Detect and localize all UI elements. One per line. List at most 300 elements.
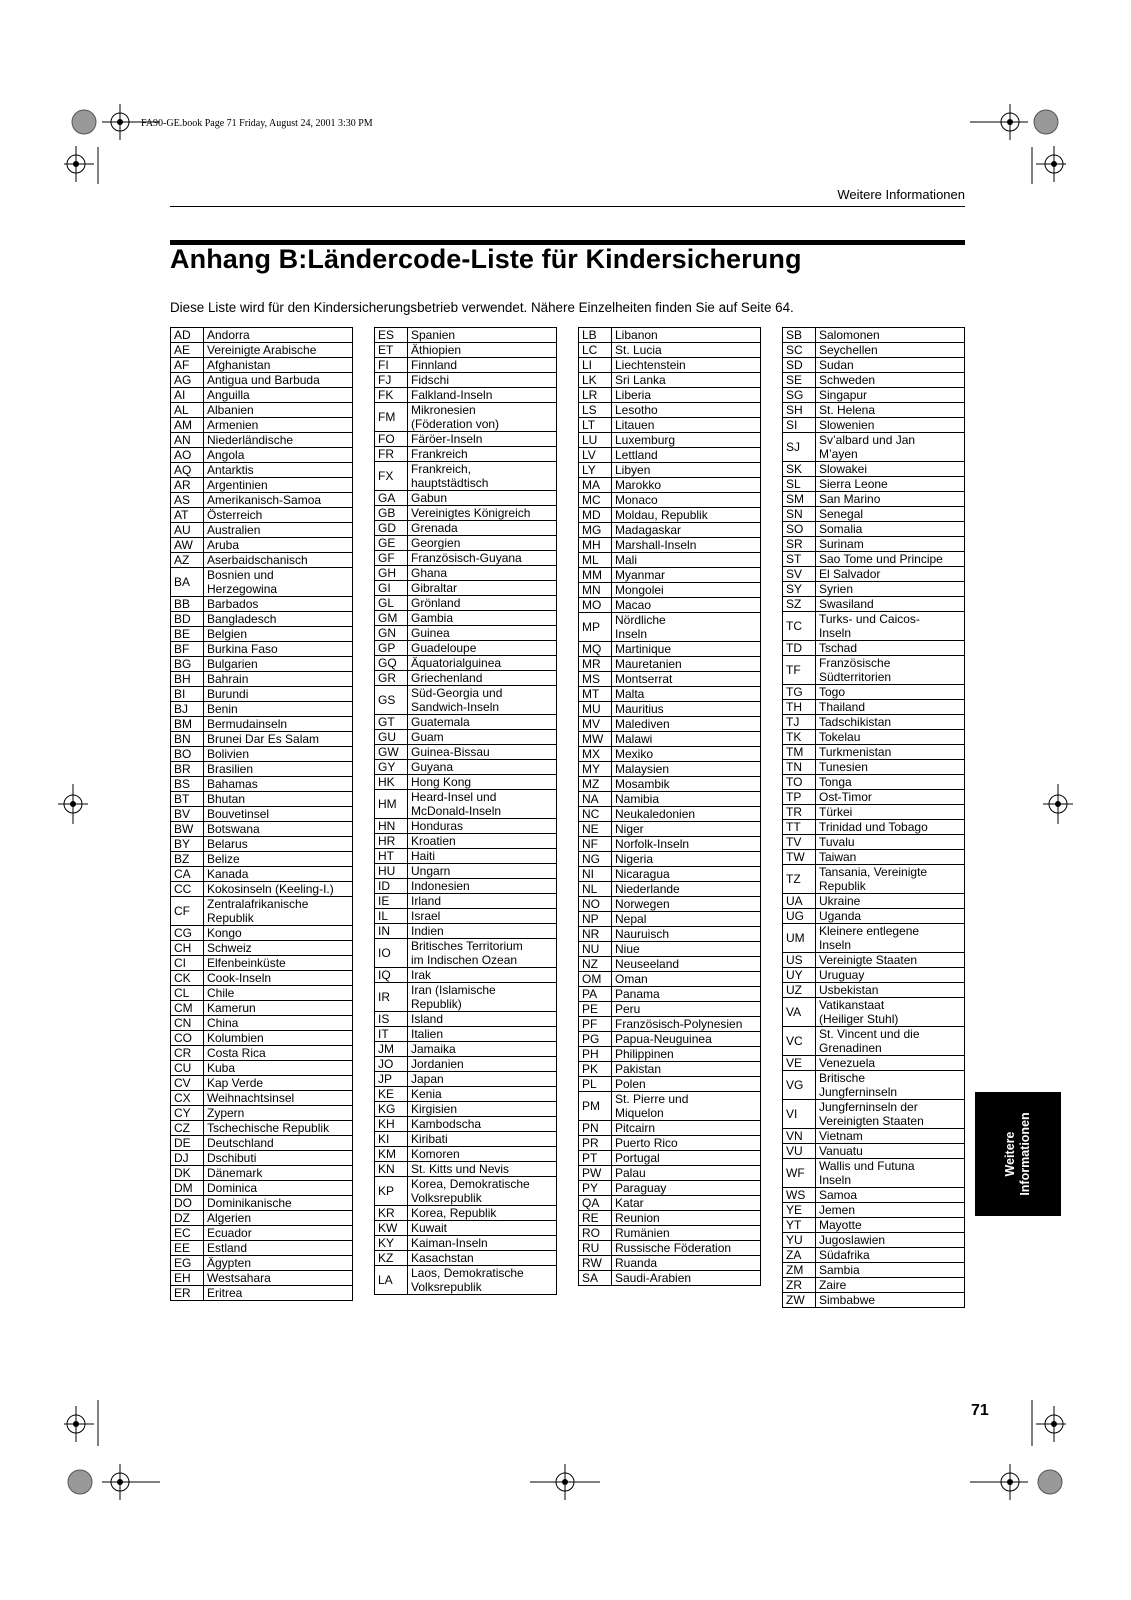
country-code: SM	[783, 492, 816, 507]
table-row	[375, 1206, 557, 1221]
country-code: TH	[783, 700, 816, 715]
table-row	[375, 1147, 557, 1162]
country-code: IR	[375, 983, 408, 1012]
country-name: Mikronesien (Föderation von)	[408, 403, 557, 432]
table-row	[375, 983, 557, 1012]
table-row	[375, 1012, 557, 1027]
table-row	[783, 1218, 965, 1233]
table-row	[171, 657, 353, 672]
table-row	[375, 611, 557, 626]
table-row	[375, 536, 557, 551]
table-row	[783, 924, 965, 953]
table-row	[171, 627, 353, 642]
country-name: Guatemala	[408, 715, 557, 730]
country-code: BY	[171, 837, 204, 852]
country-name: Marshall-Inseln	[612, 538, 761, 553]
country-code: IE	[375, 894, 408, 909]
table-row	[375, 745, 557, 760]
country-code: GL	[375, 596, 408, 611]
table-row	[579, 358, 761, 373]
country-name: Italien	[408, 1027, 557, 1042]
country-code: TZ	[783, 865, 816, 894]
table-row	[375, 447, 557, 462]
country-name: Puerto Rico	[612, 1136, 761, 1151]
country-name: Panama	[612, 987, 761, 1002]
country-name: Andorra	[204, 328, 353, 343]
table-row	[171, 418, 353, 433]
country-code: VN	[783, 1129, 816, 1144]
country-name: Uruguay	[816, 968, 965, 983]
country-code: TJ	[783, 715, 816, 730]
table-row	[171, 1226, 353, 1241]
table-row	[375, 1177, 557, 1206]
table-row	[375, 819, 557, 834]
country-name: Cook-Inseln	[204, 971, 353, 986]
table-row	[171, 373, 353, 388]
table-row	[783, 433, 965, 462]
country-name: Neukaledonien	[612, 807, 761, 822]
country-code: PN	[579, 1121, 612, 1136]
table-row	[783, 894, 965, 909]
country-name: Gibraltar	[408, 581, 557, 596]
country-name: Heard-Insel und McDonald-Inseln	[408, 790, 557, 819]
country-code: SN	[783, 507, 816, 522]
table-row	[171, 1166, 353, 1181]
table-row	[171, 493, 353, 508]
table-row	[375, 521, 557, 536]
table-row	[783, 403, 965, 418]
table-row	[171, 433, 353, 448]
country-code: TC	[783, 612, 816, 641]
table-row	[579, 897, 761, 912]
table-row	[579, 1047, 761, 1062]
country-code: NP	[579, 912, 612, 927]
country-code: MZ	[579, 777, 612, 792]
country-name: Malawi	[612, 732, 761, 747]
country-name: Pitcairn	[612, 1121, 761, 1136]
table-row	[375, 730, 557, 745]
table-row	[171, 358, 353, 373]
table-row	[783, 388, 965, 403]
country-name: Gabun	[408, 491, 557, 506]
country-name: Kokosinseln (Keeling-I.)	[204, 882, 353, 897]
table-row	[375, 491, 557, 506]
country-name: Sv’albard und Jan M’ayen	[816, 433, 965, 462]
country-name: Kamerun	[204, 1001, 353, 1016]
country-code: NG	[579, 852, 612, 867]
country-name: Simbabwe	[816, 1293, 965, 1308]
country-code: IL	[375, 909, 408, 924]
country-name: Venezuela	[816, 1056, 965, 1071]
table-row	[783, 1203, 965, 1218]
country-name: Zypern	[204, 1106, 353, 1121]
country-name: Reunion	[612, 1211, 761, 1226]
table-row	[375, 939, 557, 968]
table-row	[171, 702, 353, 717]
page-number: 71	[971, 1402, 989, 1419]
country-name: Kiribati	[408, 1132, 557, 1147]
table-row	[783, 1188, 965, 1203]
country-code: CA	[171, 867, 204, 882]
country-name: Eritrea	[204, 1286, 353, 1301]
country-code: AD	[171, 328, 204, 343]
country-name: Lettland	[612, 448, 761, 463]
table-row	[171, 568, 353, 597]
country-name: Zentralafrikanische Republik	[204, 897, 353, 926]
table-row	[171, 1271, 353, 1286]
country-code: KH	[375, 1117, 408, 1132]
table-row	[171, 553, 353, 568]
country-code: EC	[171, 1226, 204, 1241]
country-code: JP	[375, 1072, 408, 1087]
table-row	[579, 747, 761, 762]
country-name: Honduras	[408, 819, 557, 834]
country-code: TP	[783, 790, 816, 805]
table-row	[375, 686, 557, 715]
country-code: GN	[375, 626, 408, 641]
table-row	[783, 597, 965, 612]
country-name: Algerien	[204, 1211, 353, 1226]
country-code: ID	[375, 879, 408, 894]
table-row	[375, 790, 557, 819]
country-name: Nigeria	[612, 852, 761, 867]
table-row	[579, 1017, 761, 1032]
country-name: Kap Verde	[204, 1076, 353, 1091]
country-name: Irak	[408, 968, 557, 983]
table-row	[375, 403, 557, 432]
table-row	[783, 612, 965, 641]
country-code: PA	[579, 987, 612, 1002]
side-tab-label: Weitere Informationen	[1003, 1112, 1032, 1196]
country-code: VG	[783, 1071, 816, 1100]
country-code: CG	[171, 926, 204, 941]
country-code: NU	[579, 942, 612, 957]
country-name: Montserrat	[612, 672, 761, 687]
country-code: EE	[171, 1241, 204, 1256]
table-row	[579, 1002, 761, 1017]
table-row	[579, 448, 761, 463]
country-code: MC	[579, 493, 612, 508]
country-code: BJ	[171, 702, 204, 717]
intro-text: Diese Liste wird für den Kindersicherungsbetrieb verwendet. Nähere Einzelheiten finden Sie auf Seite 64.	[170, 300, 794, 315]
country-code: HM	[375, 790, 408, 819]
country-name: Deutschland	[204, 1136, 353, 1151]
country-code: MN	[579, 583, 612, 598]
country-code: ZR	[783, 1278, 816, 1293]
country-name: Japan	[408, 1072, 557, 1087]
country-code: DK	[171, 1166, 204, 1181]
country-code: SH	[783, 403, 816, 418]
country-code: CY	[171, 1106, 204, 1121]
country-name: St. Vincent und die Grenadinen	[816, 1027, 965, 1056]
country-name: Tadschikistan	[816, 715, 965, 730]
country-code: KN	[375, 1162, 408, 1177]
country-code: NZ	[579, 957, 612, 972]
table-row	[579, 1181, 761, 1196]
country-code: BE	[171, 627, 204, 642]
table-row	[375, 343, 557, 358]
table-row	[171, 612, 353, 627]
table-row	[375, 596, 557, 611]
table-row	[171, 986, 353, 1001]
country-name: Macao	[612, 598, 761, 613]
country-name: Bulgarien	[204, 657, 353, 672]
country-code: FR	[375, 447, 408, 462]
country-name: Singapur	[816, 388, 965, 403]
country-name: Albanien	[204, 403, 353, 418]
country-name: Chile	[204, 986, 353, 1001]
table-row	[579, 762, 761, 777]
table-row	[579, 388, 761, 403]
country-name: Guinea-Bissau	[408, 745, 557, 760]
country-name: Dschibuti	[204, 1151, 353, 1166]
country-code: CZ	[171, 1121, 204, 1136]
country-code: OM	[579, 972, 612, 987]
table-row	[375, 328, 557, 343]
table-row	[171, 926, 353, 941]
country-name: Somalia	[816, 522, 965, 537]
country-code: CK	[171, 971, 204, 986]
country-code: ST	[783, 552, 816, 567]
country-name: Grönland	[408, 596, 557, 611]
country-code: AU	[171, 523, 204, 538]
country-code: NF	[579, 837, 612, 852]
table-row	[375, 671, 557, 686]
country-code: HU	[375, 864, 408, 879]
country-code: AS	[171, 493, 204, 508]
table-row	[783, 685, 965, 700]
table-row	[171, 956, 353, 971]
country-code: TT	[783, 820, 816, 835]
country-name: Libanon	[612, 328, 761, 343]
country-code: AF	[171, 358, 204, 373]
country-code: AM	[171, 418, 204, 433]
country-name: Turks- und Caicos- Inseln	[816, 612, 965, 641]
country-name: Dänemark	[204, 1166, 353, 1181]
table-row	[579, 433, 761, 448]
table-row	[579, 343, 761, 358]
country-name: Nicaragua	[612, 867, 761, 882]
country-name: Thailand	[816, 700, 965, 715]
country-name: Israel	[408, 909, 557, 924]
table-row	[171, 343, 353, 358]
country-code: GS	[375, 686, 408, 715]
country-code: KP	[375, 1177, 408, 1206]
country-name: Angola	[204, 448, 353, 463]
country-code: AN	[171, 433, 204, 448]
country-code: ZW	[783, 1293, 816, 1308]
country-code: MW	[579, 732, 612, 747]
table-row	[171, 1256, 353, 1271]
country-name: Schweiz	[204, 941, 353, 956]
country-name: Finnland	[408, 358, 557, 373]
country-name: Tokelau	[816, 730, 965, 745]
country-name: China	[204, 1016, 353, 1031]
country-code: KM	[375, 1147, 408, 1162]
table-row	[579, 777, 761, 792]
table-row	[579, 1062, 761, 1077]
country-name: Litauen	[612, 418, 761, 433]
country-code: SZ	[783, 597, 816, 612]
country-code: PH	[579, 1047, 612, 1062]
country-name: Anguilla	[204, 388, 353, 403]
crop-mark-top-right	[970, 100, 1066, 184]
country-name: Kuwait	[408, 1221, 557, 1236]
country-name: Kuba	[204, 1061, 353, 1076]
table-row	[579, 463, 761, 478]
table-row	[579, 508, 761, 523]
country-code: IQ	[375, 968, 408, 983]
table-row	[375, 462, 557, 491]
country-name: Malaysien	[612, 762, 761, 777]
country-name: Laos, Demokratische Volksrepublik	[408, 1266, 557, 1295]
table-row	[783, 641, 965, 656]
country-name: St. Helena	[816, 403, 965, 418]
country-code: BW	[171, 822, 204, 837]
country-name: Französisch-Polynesien	[612, 1017, 761, 1032]
country-code: AR	[171, 478, 204, 493]
table-row	[579, 373, 761, 388]
country-name: Neuseeland	[612, 957, 761, 972]
country-code: YT	[783, 1218, 816, 1233]
country-code: TG	[783, 685, 816, 700]
country-name: Sudan	[816, 358, 965, 373]
country-name: Britisches Territorium im Indischen Ozean	[408, 939, 557, 968]
table-row	[783, 343, 965, 358]
table-row	[783, 953, 965, 968]
country-name: Katar	[612, 1196, 761, 1211]
table-row	[783, 1100, 965, 1129]
table-row	[783, 909, 965, 924]
country-code: NC	[579, 807, 612, 822]
country-code: ES	[375, 328, 408, 343]
table-row	[783, 1293, 965, 1308]
country-name: Palau	[612, 1166, 761, 1181]
table-row	[783, 730, 965, 745]
table-row	[171, 1001, 353, 1016]
country-code: MP	[579, 613, 612, 642]
country-code: FJ	[375, 373, 408, 388]
country-name: Komoren	[408, 1147, 557, 1162]
country-code: BD	[171, 612, 204, 627]
table-row	[579, 1092, 761, 1121]
country-name: Mongolei	[612, 583, 761, 598]
table-row	[579, 972, 761, 987]
country-code: SB	[783, 328, 816, 343]
country-code: GM	[375, 611, 408, 626]
table-row	[783, 358, 965, 373]
country-code: PK	[579, 1062, 612, 1077]
table-row	[579, 792, 761, 807]
country-name: Bangladesch	[204, 612, 353, 627]
country-code: PT	[579, 1151, 612, 1166]
country-name: Sri Lanka	[612, 373, 761, 388]
country-name: Dominikanische	[204, 1196, 353, 1211]
table-row	[783, 1233, 965, 1248]
country-code: PR	[579, 1136, 612, 1151]
country-code: DM	[171, 1181, 204, 1196]
country-code: CI	[171, 956, 204, 971]
table-row	[171, 463, 353, 478]
country-code: LR	[579, 388, 612, 403]
country-name: Rumänien	[612, 1226, 761, 1241]
country-name: Französisch-Guyana	[408, 551, 557, 566]
country-name: Trinidad und Tobago	[816, 820, 965, 835]
country-name: Ost-Timor	[816, 790, 965, 805]
table-row	[579, 613, 761, 642]
country-code: BA	[171, 568, 204, 597]
country-code: DO	[171, 1196, 204, 1211]
table-row	[375, 849, 557, 864]
country-name: Oman	[612, 972, 761, 987]
country-name: Guinea	[408, 626, 557, 641]
header-rule	[170, 206, 965, 207]
country-code: NE	[579, 822, 612, 837]
table-row	[171, 777, 353, 792]
country-name: Ungarn	[408, 864, 557, 879]
country-code: SG	[783, 388, 816, 403]
country-code: PE	[579, 1002, 612, 1017]
table-row	[375, 626, 557, 641]
country-name: Niederlande	[612, 882, 761, 897]
table-row	[783, 983, 965, 998]
country-name: Mauritius	[612, 702, 761, 717]
country-name: Estland	[204, 1241, 353, 1256]
country-name: Lesotho	[612, 403, 761, 418]
country-name: Sambia	[816, 1263, 965, 1278]
crop-mark-left-middle	[58, 782, 88, 826]
table-row	[579, 493, 761, 508]
country-name: Vietnam	[816, 1129, 965, 1144]
table-row	[171, 867, 353, 882]
country-code: LV	[579, 448, 612, 463]
country-code: KY	[375, 1236, 408, 1251]
table-row	[579, 1271, 761, 1286]
table-row	[375, 864, 557, 879]
country-name: Benin	[204, 702, 353, 717]
country-code: RU	[579, 1241, 612, 1256]
table-row	[579, 1077, 761, 1092]
country-name: Kaiman-Inseln	[408, 1236, 557, 1251]
country-code: MG	[579, 523, 612, 538]
country-code: DE	[171, 1136, 204, 1151]
country-code: LC	[579, 343, 612, 358]
country-code: PW	[579, 1166, 612, 1181]
country-name: Marokko	[612, 478, 761, 493]
table-row	[171, 807, 353, 822]
country-name: Samoa	[816, 1188, 965, 1203]
crop-mark-bottom-center	[530, 1462, 600, 1502]
country-code: CH	[171, 941, 204, 956]
table-row	[375, 432, 557, 447]
table-row	[783, 775, 965, 790]
country-name: Iran (Islamische Republik)	[408, 983, 557, 1012]
table-row	[579, 568, 761, 583]
table-row	[579, 687, 761, 702]
country-code: TN	[783, 760, 816, 775]
country-code: AZ	[171, 553, 204, 568]
country-code: NL	[579, 882, 612, 897]
country-code: KI	[375, 1132, 408, 1147]
country-name: Surinam	[816, 537, 965, 552]
country-code: UM	[783, 924, 816, 953]
table-row	[171, 1016, 353, 1031]
table-row	[375, 656, 557, 671]
country-code: US	[783, 953, 816, 968]
country-code: BZ	[171, 852, 204, 867]
country-code: SO	[783, 522, 816, 537]
table-row	[171, 837, 353, 852]
